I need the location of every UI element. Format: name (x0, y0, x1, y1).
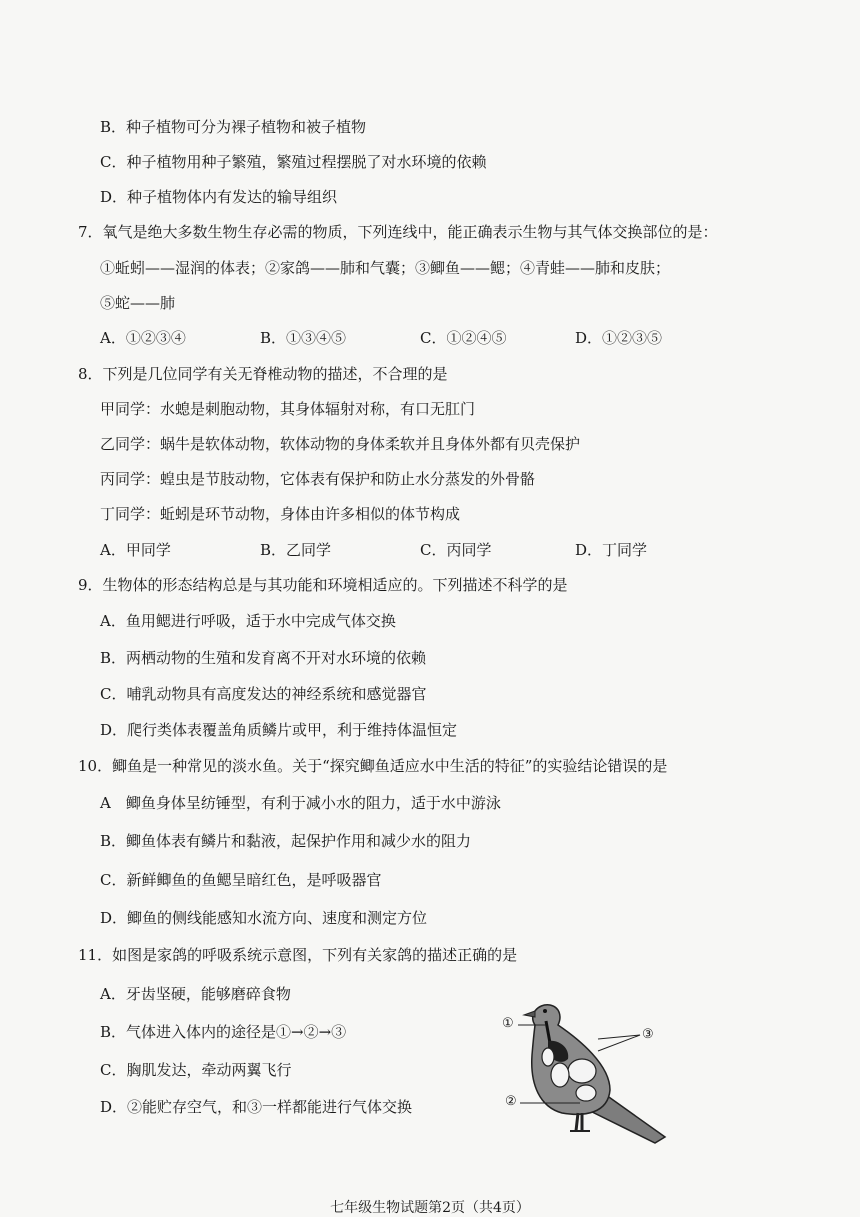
q11-stem: 11．如图是家鸽的呼吸系统示意图，下列有关家鸽的描述正确的是 (78, 946, 518, 964)
q7-items-line1: ①蚯蚓——湿润的体表；②家鸽——肺和气囊；③鲫鱼——鳃；④青蛙——肺和皮肤； (100, 259, 671, 277)
q9-option-c: C．哺乳动物具有高度发达的神经系统和感觉器官 (100, 685, 427, 703)
q11-option-d: D．②能贮存空气，和③一样都能进行气体交换 (100, 1098, 413, 1116)
q11-option-c: C．胸肌发达，牵动两翼飞行 (100, 1061, 292, 1079)
q7-items-line2: ⑤蛇——肺 (100, 294, 176, 312)
pigeon-respiratory-diagram (490, 995, 680, 1145)
q9-option-b: B．两栖动物的生殖和发育离不开对水环境的依赖 (100, 649, 427, 667)
q8-option-a: A．甲同学 (100, 541, 171, 559)
q10-option-a: A 鲫鱼身体呈纺锤型，有利于减小水的阻力，适于水中游泳 (100, 794, 501, 812)
q8-statement-4: 丁同学：蚯蚓是环节动物，身体由许多相似的体节构成 (100, 505, 461, 523)
label-1: ① (502, 1016, 514, 1031)
label-3: ③ (642, 1027, 654, 1042)
q8-options (100, 540, 720, 560)
q6-option-b: B．种子植物可分为裸子植物和被子植物 (100, 118, 367, 136)
q8-statement-2: 乙同学：蜗牛是软体动物，软体动物的身体柔软并且身体外都有贝壳保护 (100, 435, 581, 453)
q7-option-b: B．①③④⑤ (260, 329, 347, 347)
q11-option-b: B．气体进入体内的途径是①→②→③ (100, 1023, 347, 1041)
q10-option-b: B．鲫鱼体表有鳞片和黏液，起保护作用和减少水的阻力 (100, 832, 472, 850)
q6-option-d: D．种子植物体内有发达的输导组织 (100, 188, 338, 206)
q8-stem: 8．下列是几位同学有关无脊椎动物的描述，不合理的是 (78, 365, 448, 383)
q8-option-d: D．丁同学 (575, 541, 648, 559)
q8-option-c: C．丙同学 (420, 541, 492, 559)
q7-option-c: C．①②④⑤ (420, 329, 507, 347)
page-footer: 七年级生物试题第2页（共4页） (330, 1200, 530, 1216)
q7-option-a: A．①②③④ (100, 329, 186, 347)
q9-option-a: A．鱼用鳃进行呼吸，适于水中完成气体交换 (100, 612, 396, 630)
q6-option-c: C．种子植物用种子繁殖，繁殖过程摆脱了对水环境的依赖 (100, 153, 487, 171)
q9-option-d: D．爬行类体表覆盖角质鳞片或甲，利于维持体温恒定 (100, 721, 458, 739)
q7-stem: 7．氧气是绝大多数生物生存必需的物质，下列连线中，能正确表示生物与其气体交换部位的是： (78, 223, 718, 241)
q8-statement-3: 丙同学：蝗虫是节肢动物，它体表有保护和防止水分蒸发的外骨骼 (100, 470, 536, 488)
q9-stem: 9．生物体的形态结构总是与其功能和环境相适应的。下列描述不科学的是 (78, 576, 568, 594)
q7-option-d: D．①②③⑤ (575, 329, 663, 347)
q10-stem: 10．鲫鱼是一种常见的淡水鱼。关于“探究鲫鱼适应水中生活的特征”的实验结论错误的是 (78, 757, 668, 775)
pigeon-illustration (490, 995, 680, 1145)
label-2: ② (505, 1094, 517, 1109)
q7-options (100, 328, 720, 348)
q10-option-d: D．鲫鱼的侧线能感知水流方向、速度和测定方位 (100, 909, 428, 927)
q8-statement-1: 甲同学：水螅是刺胞动物，其身体辐射对称，有口无肛门 (100, 400, 476, 418)
q10-option-c: C．新鲜鲫鱼的鱼鳃呈暗红色，是呼吸器官 (100, 871, 382, 889)
q8-option-b: B．乙同学 (260, 541, 332, 559)
q11-option-a: A．牙齿坚硬，能够磨碎食物 (100, 985, 291, 1003)
